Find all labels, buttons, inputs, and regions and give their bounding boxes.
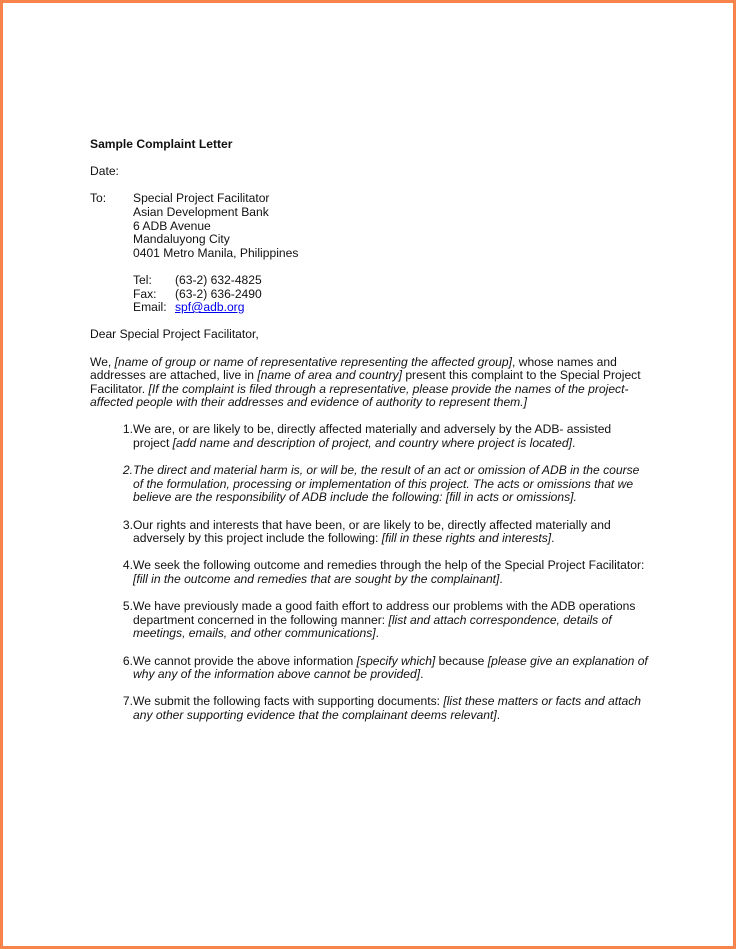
item-text: because	[435, 653, 488, 668]
item-number: 2.	[122, 463, 133, 478]
item-number: 4.	[122, 558, 133, 573]
date-line: Date:	[90, 164, 119, 179]
item-end: .	[573, 490, 577, 505]
item-placeholder: [fill in acts or omissions]	[445, 490, 574, 505]
page	[3, 3, 733, 946]
item-text: We have previously made a good faith effort to address our problems with the ADB operations department concerned in the following manner:	[133, 599, 636, 627]
intro-placeholder-group: [name of group or name of representative representing the affected group]	[114, 354, 512, 369]
email-label: Email:	[133, 300, 167, 315]
address-line: Mandaluyong City	[133, 232, 230, 247]
item-text: We are, or are likely to be, directly affected materially and adversely by the ADB- assisted project	[133, 422, 612, 451]
recipient-block	[90, 192, 655, 314]
intro-text: present this complaint to the Special Project Facilitator.	[90, 368, 641, 396]
item-text: Our rights and interests that have been, or are likely to be, directly affected materially and adversely by this project include the following:	[133, 517, 611, 546]
list-item	[90, 655, 655, 682]
item-placeholder: [specify which]	[356, 653, 436, 668]
item-end: .	[499, 572, 503, 586]
item-number: 5.	[122, 599, 133, 614]
intro-text: We,	[90, 354, 115, 369]
address-line: 0401 Metro Manila, Philippines	[133, 245, 299, 260]
item-text: We cannot provide the above information	[133, 653, 357, 668]
list-item	[90, 559, 655, 586]
item-text: The direct and material harm is, or will be, the result of an act or omission of ADB in the course of the formulation, processing or implementation of this project. The acts or omissions that we believe are the responsibility of ADB include the following:	[133, 463, 640, 505]
tel-value: (63-2) 632-4825	[175, 272, 262, 287]
item-placeholder: [list and attach correspondence, details of meetings, emails, and other communications]	[133, 612, 612, 641]
item-end: .	[551, 531, 555, 546]
item-text: We submit the following facts with supporting documents:	[133, 694, 444, 709]
item-text: We seek the following outcome and remedies through the help of the Special Project Facilitator:	[133, 558, 645, 573]
item-placeholder: [fill in these rights and interests]	[381, 531, 552, 546]
intro-text: , whose names and addresses are attached, live in	[90, 354, 617, 383]
salutation: Dear Special Project Facilitator,	[90, 327, 259, 342]
item-number: 1.	[122, 422, 133, 437]
fax-label: Fax:	[133, 286, 157, 301]
item-placeholder: [add name and description of project, and country where project is located]	[172, 436, 572, 451]
item-end: .	[375, 626, 380, 641]
address-line: Special Project Facilitator	[133, 191, 270, 206]
intro-paragraph	[90, 356, 655, 410]
complaint-items	[90, 423, 655, 722]
item-number: 7.	[122, 694, 133, 709]
fax-value: (63-2) 636-2490	[175, 286, 262, 301]
item-placeholder: [please give an explanation of why any of the information above cannot be provided]	[133, 653, 648, 682]
item-end: .	[496, 707, 501, 722]
intro-placeholder-area: [name of area and country]	[257, 368, 402, 383]
contact-details	[133, 274, 655, 315]
tel-label: Tel:	[133, 272, 152, 287]
intro-placeholder-representative: [If the complaint is filed through a representative, please provide the names of the project-affected people with their addresses and evidence of authority to represent them.]	[90, 381, 629, 410]
list-item	[90, 423, 655, 450]
list-item	[90, 600, 655, 641]
to-label: To:	[90, 191, 107, 206]
address-line: Asian Development Bank	[133, 204, 269, 219]
item-placeholder: [fill in the outcome and remedies that are sought by the complainant]	[133, 572, 500, 586]
email-link[interactable]: spf@adb.org	[175, 300, 245, 315]
recipient-address	[133, 192, 298, 260]
address-line: 6 ADB Avenue	[133, 218, 211, 233]
item-end: .	[420, 667, 424, 682]
item-number: 6.	[122, 653, 133, 668]
list-item	[90, 519, 655, 546]
letter-body	[90, 138, 655, 736]
item-number: 3.	[122, 517, 133, 532]
list-item	[90, 695, 655, 722]
list-item	[90, 464, 655, 505]
item-placeholder: [list these matters or facts and attach any other supporting evidence that the complainant deems relevant]	[133, 694, 641, 722]
letter-title: Sample Complaint Letter	[90, 137, 233, 151]
item-end: .	[572, 436, 576, 451]
